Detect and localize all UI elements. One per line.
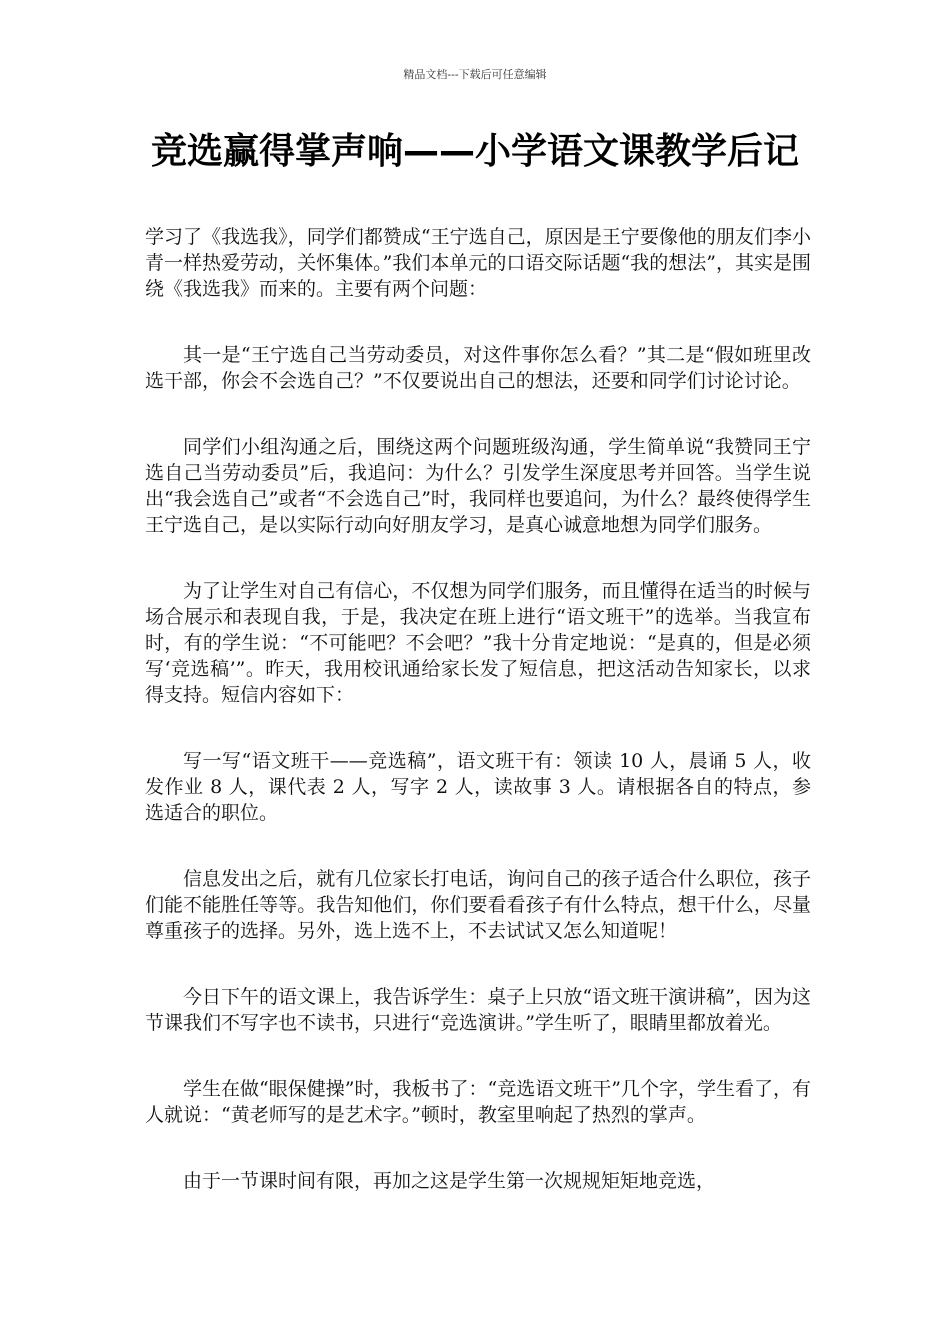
paragraph-8: 学生在做“眼保健操”时，我板书了：“竞选语文班干”几个字，学生看了，有人就说：“黄老师写的是艺术字。”顿时，教室里响起了热烈的掌声。 — [145, 1078, 811, 1126]
paragraph-4: 为了让学生对自己有信心，不仅想为同学们服务，而且懂得在适当的时候与场合展示和表现自我，于是，我决定在班上进行“语文班干”的选举。当我宣布时，有的学生说：“不可能吧？不会吧？”我十分肯定地说：“是真的，但是必须写‘竞选稿’”。昨天，我用校讯通给家长发了短信息，把这活动告知家长，以求得支持。短信内容如下： — [145, 580, 811, 706]
paragraph-1: 学习了《我选我》，同学们都赞成“王宁选自己，原因是王宁要像他的朋友们李小青一样热爱劳动，关怀集体。”我们本单元的口语交际话题“我的想法”，其实是围绕《我选我》而来的。主要有两个问题： — [145, 226, 811, 300]
paragraph-2: 其一是“王宁选自己当劳动委员，对这件事你怎么看？”其二是“假如班里改选干部，你会不会选自己？”不仅要说出自己的想法，还要和同学们讨论讨论。 — [145, 344, 811, 392]
paragraph-5: 写一写“语文班干——竞选稿”，语文班干有：领读 10 人，晨诵 5 人，收发作业 8 人，课代表 2 人，写字 2 人，读故事 3 人。请根据各自的特点，参选适合的职位。 — [145, 750, 811, 824]
paragraph-6: 信息发出之后，就有几位家长打电话，询问自己的孩子适合什么职位，孩子们能不能胜任等等。我告知他们，你们要看看孩子有什么特点，想干什么，尽量尊重孩子的选择。另外，选上选不上，不去试试又怎么知道呢！ — [145, 868, 811, 942]
paragraph-9: 由于一节课时间有限，再加之这是学生第一次规规矩矩地竞选， — [183, 1170, 716, 1192]
document-title: 竞选赢得掌声响——小学语文课教学后记 — [150, 131, 799, 172]
document-body — [145, 224, 811, 1234]
paragraph-3: 同学们小组沟通之后，围绕这两个问题班级沟通，学生简单说“我赞同王宁选自己当劳动委员”后，我追问：为什么？引发学生深度思考并回答。当学生说出“我会选自己”或者“不会选自己”时，我同样也要追问，为什么？最终使得学生王宁选自己，是以实际行动向好朋友学习，是真心诚意地想为同学们服务。 — [145, 436, 811, 536]
header-note: 精品文档---下载后可任意编辑 — [403, 68, 547, 81]
paragraph-7: 今日下午的语文课上，我告诉学生：桌子上只放“语文班干演讲稿”，因为这节课我们不写字也不读书，只进行“竞选演讲。”学生听了，眼睛里都放着光。 — [145, 986, 811, 1034]
